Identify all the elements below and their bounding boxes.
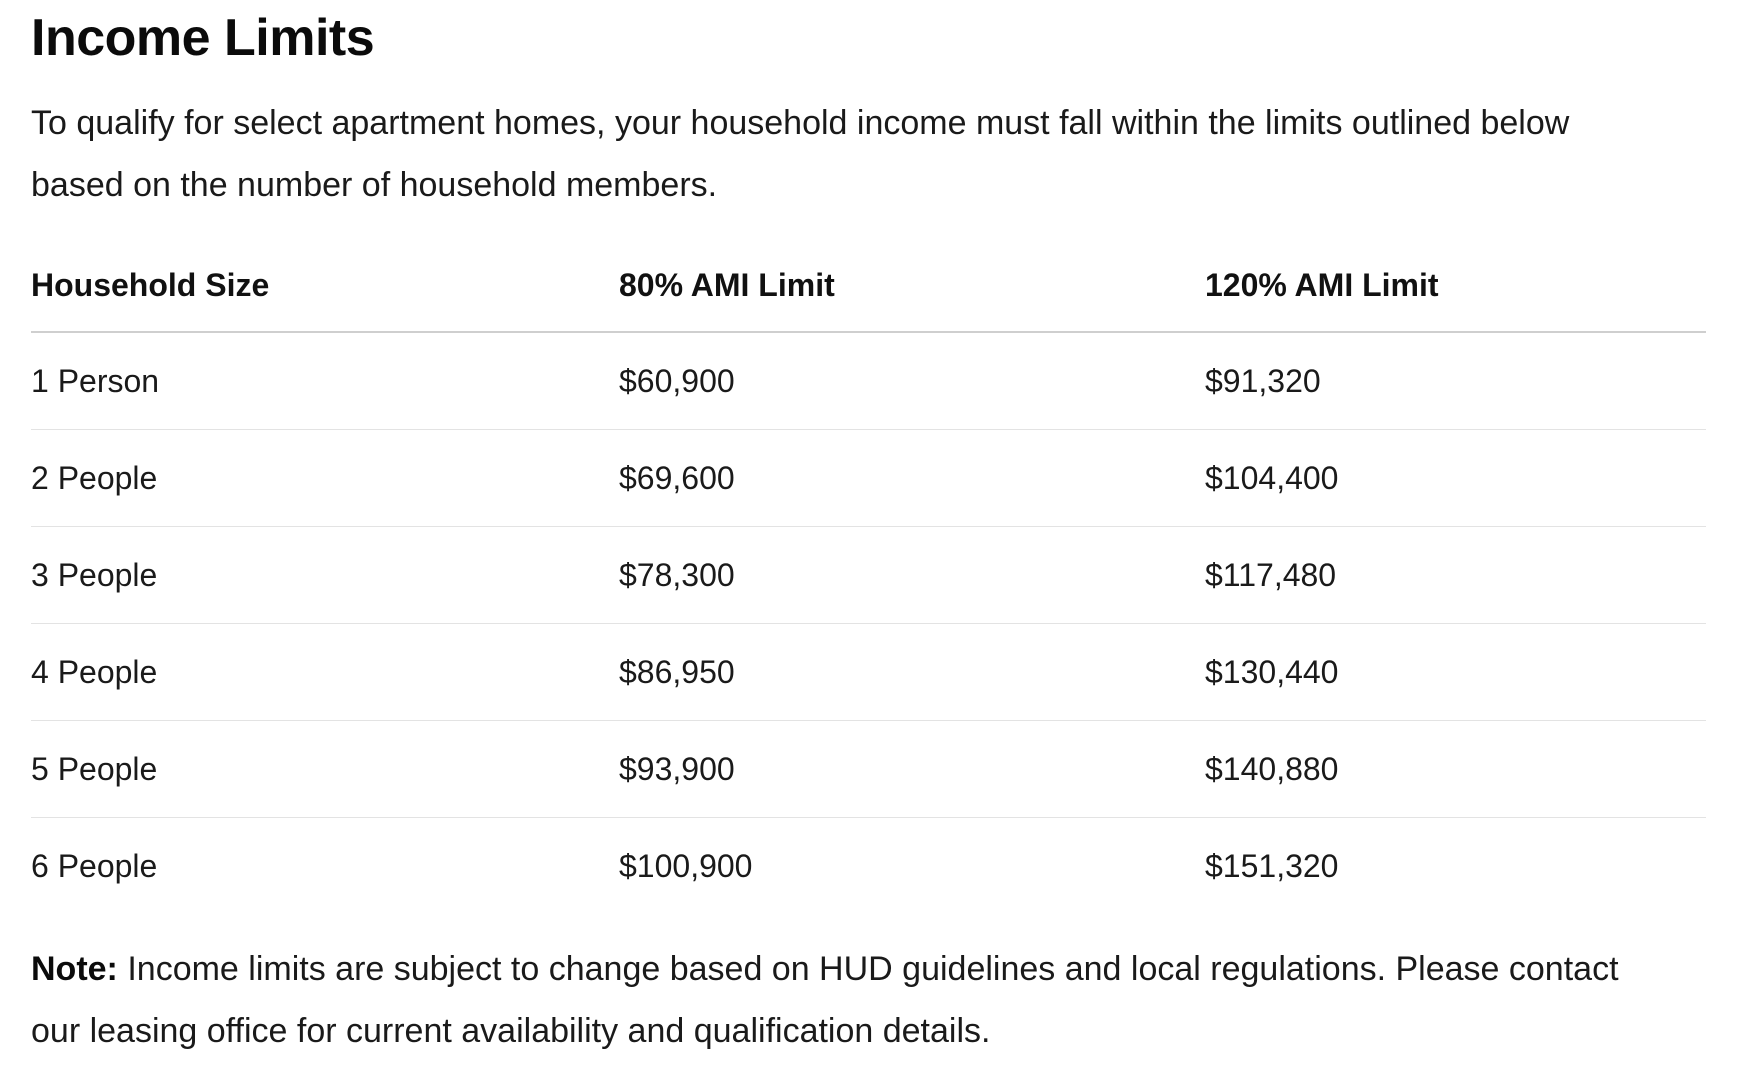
ami-80-cell: $86,950 [619,624,1205,721]
note-paragraph [31,938,1671,1062]
ami-80-cell: $60,900 [619,332,1205,430]
ami-120-cell: $130,440 [1205,624,1706,721]
household-size-cell: 5 People [31,721,619,818]
ami-80-cell: $78,300 [619,527,1205,624]
table-row [31,527,1706,624]
header-120-ami-limit: 120% AMI Limit [1205,240,1706,332]
header-80-ami-limit: 80% AMI Limit [619,240,1205,332]
note-label: Note: [31,950,118,988]
table-header-row [31,240,1706,332]
ami-120-cell: $104,400 [1205,430,1706,527]
table-row [31,818,1706,915]
table-row [31,624,1706,721]
ami-120-cell: $91,320 [1205,332,1706,430]
ami-120-cell: $140,880 [1205,721,1706,818]
income-limits-table [31,240,1706,914]
household-size-cell: 6 People [31,847,158,884]
ami-120-cell: $151,320 [1205,847,1339,884]
header-household-size: Household Size [31,240,619,332]
ami-80-cell: $69,600 [619,430,1205,527]
page-title: Income Limits [31,9,375,67]
household-size-cell: 1 Person [31,332,619,430]
household-size-cell: 2 People [31,430,619,527]
ami-80-cell: $100,900 [619,847,753,884]
table-row [31,332,1706,430]
intro-paragraph: To qualify for select apartment homes, your household income must fall within the limits outlined below based on the number of household members. [31,104,1570,204]
ami-120-cell: $117,480 [1205,527,1706,624]
household-size-cell: 4 People [31,624,619,721]
table-row [31,430,1706,527]
ami-80-cell: $93,900 [619,721,1205,818]
note-text: Income limits are subject to change based on HUD guidelines and local regulations. Please contact our leasing office for current availability and qualification details. [31,950,1619,1050]
household-size-cell: 3 People [31,527,619,624]
table-row [31,721,1706,818]
